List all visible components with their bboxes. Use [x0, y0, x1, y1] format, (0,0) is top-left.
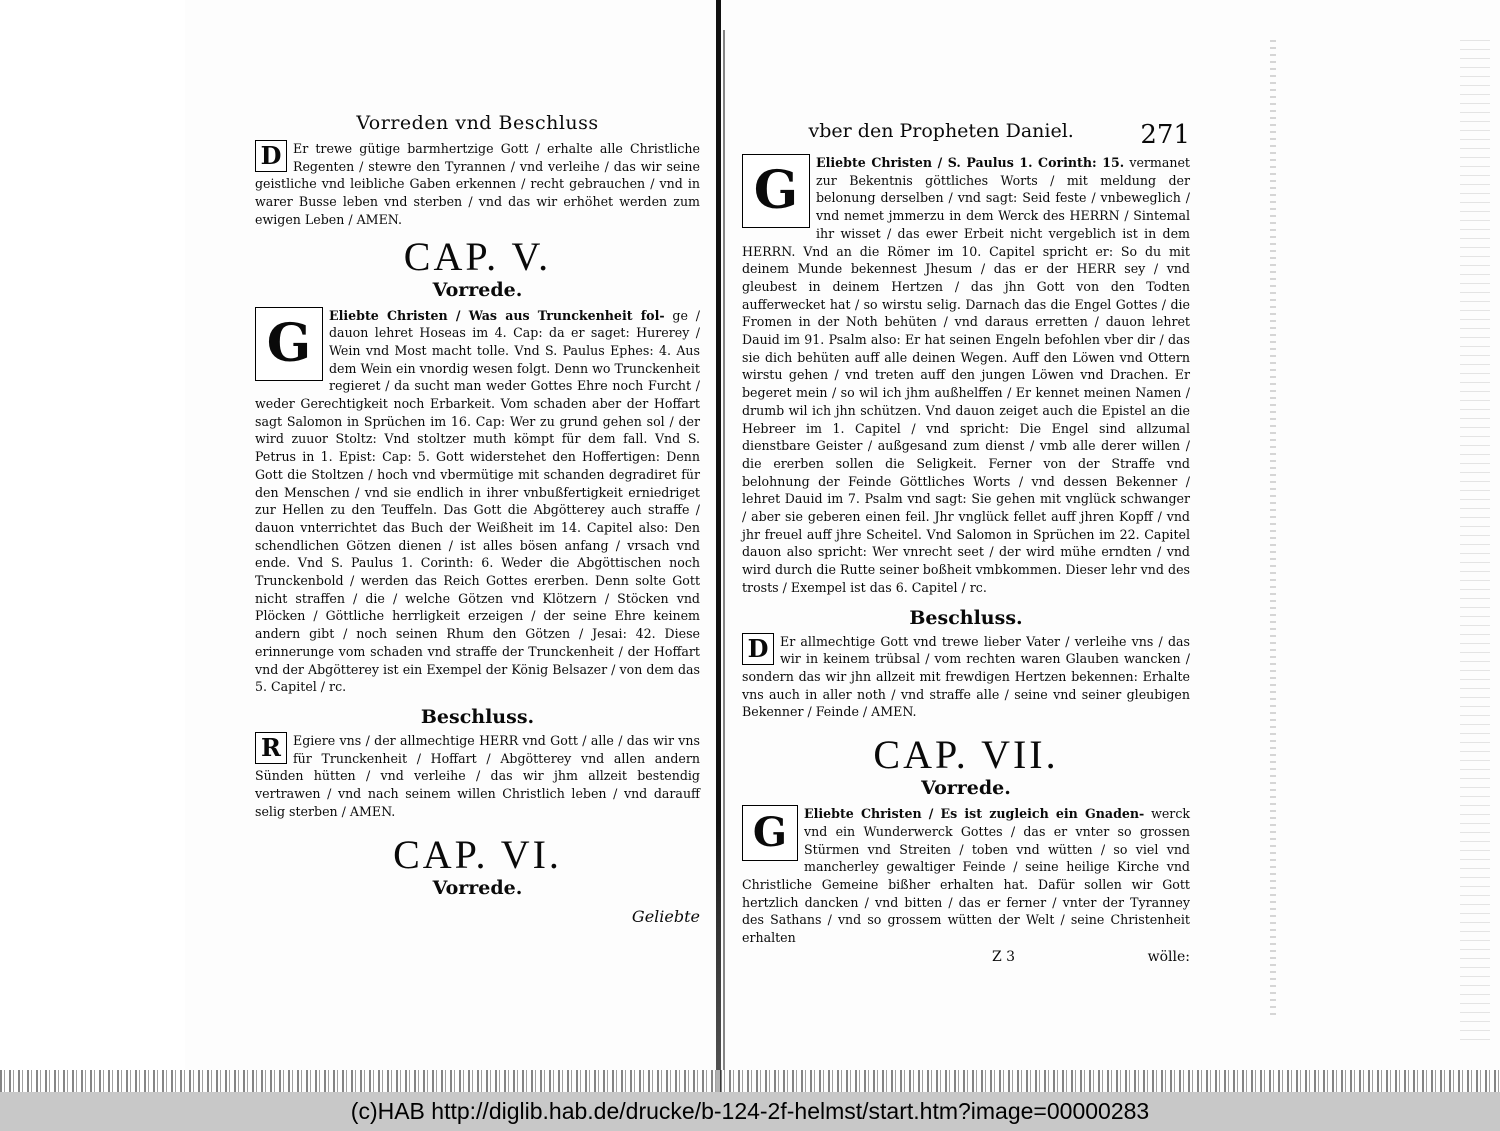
- cap7-paragraph: [742, 805, 1190, 947]
- beschluss-paragraph: [742, 633, 1190, 722]
- chapter-heading: CAP. VI.: [393, 831, 562, 877]
- section-heading: Vorrede.: [432, 876, 523, 899]
- decorated-initial: D: [742, 633, 774, 665]
- body-text: vermanet zur Bekentnis göttliches Worts / mit meldung der belonung derselben / vnd sagt: Seid feste / vnbeweglich / vnd nemet jmmerzu in dem Werck des HERRN / Sintemal ihr wisset / das ewer Erbeit nicht vergeblich ist in dem HERRN. Vnd an die Römer im 10. Capitel spricht er: So du mit deinem Munde bekennest Jhesum / das er der HERR sey / vnd gleubest in deinem Hertzen / das jhn Gott von den Todten aufferwecket hat / so wirstu selig. Darnach das die Engel Gottes / die Fromen in der Noth behüten / vnd daraus erretten / dauon lehret Dauid im 91. Psalm also: Er hat seinen Engeln befohlen vber dir / das sie dich behüten auff alle deinen Wegen. Auff den Löwen vnd Ottern wirstu gehen / vnd treten auff den jungen Löwen vnd Drachen. Er begeret mein / so wil ich jhm außhelffen / Er kennet meinen Namen / drumb wil ich jhn schützen. Vnd dauon zeiget auch die Epistel an die Hebreer im 1. Capitel / vnd spricht: Die Engel sind allzumal dienstbare Geister / außgesand zum dienst / vmb alle derer willen / die ererben sollen die Seligkeit. Ferner von der Straffe vnd belohnung der Feinde Göttliches Worts / vnd dessen Bekenner / lehret Dauid im 7. Psalm vnd sagt: Sie gehen mit vnglück schwanger / aber sie geberen einen feil. Jhr vnglück fellet auff jhren Kopff / vnd jhr freuel auff jhre Scheitel. Vnd Salomon in Sprüchen im 22. Capitel dauon also spricht: Wer vnrecht seet / der wird mühe erndten / vnd wird durch die Rutte seiner boßheit vmbkommen. Dieser lehr vnd des trosts / Exempel ist das 6. Capitel / rc.: [742, 155, 1190, 595]
- right-page-edge: [1270, 40, 1276, 1020]
- decorated-initial: R: [255, 732, 287, 764]
- copyright-footer: (c)HAB http://diglib.hab.de/drucke/b-124-2f-helmst/start.htm?image=00000283: [0, 1092, 1500, 1131]
- scan-noise-right: [1460, 40, 1490, 1040]
- beschluss-paragraph: [255, 732, 700, 821]
- right-page: [742, 120, 1190, 965]
- ornamental-initial: G: [255, 307, 323, 381]
- ornamental-initial: G: [742, 805, 798, 861]
- book-spine-gutter: [716, 0, 721, 1092]
- section-heading: Vorrede.: [921, 777, 1011, 800]
- running-head-right: vber den Propheten Daniel.: [808, 120, 1074, 142]
- body-text: werck vnd ein Wunderwerck Gottes / das er vnter so grossen Stürmen vnd Streiten / toben vnd wütten / so viel vnd mancherley gewaltiger Feinde / seine heilige Kirche vnd Christliche Gemeine bißher erhalten hat. Dafür sollen wir Gott hertzlich dancken / vnd bitten / das er ferner / vnter der Tyranney des Sathans / vnd so grossem wütten der Welt / seine Christenheit erhalten: [742, 806, 1190, 946]
- page-number: 271: [1140, 120, 1190, 150]
- gutter-shadow: [723, 30, 725, 1070]
- closing-text: Er trewe gütige barmhertzige Gott / erhalte alle Christliche Regenten / stewre den Tyrannen / vnd verleihe / das wir seine geistliche vnd leibliche Gaben erkennen / recht gebrauchen / vnd in warer Busse leben vnd sterben / vnd das wir erhöhet werden zum ewigen Leben / AMEN.: [255, 141, 700, 227]
- body-text: Er allmechtige Gott vnd trewe lieber Vater / verleihe vns / das wir in keinem trübsal / vom rechten waren Glauben wancken / sondern das wir jhn allzeit mit frewdigen Hertzen bekennen: Erhalte vns auch in aller noth / vnd straffe alle / seine vnd seiner gleubigen Bekenner / Feinde / AMEN.: [742, 633, 1190, 720]
- left-blank-margin: [0, 0, 185, 1092]
- lead-line: Eliebte Christen / Es ist zugleich ein Gnaden-: [804, 806, 1145, 822]
- cap6-paragraph: [742, 154, 1190, 597]
- body-text: ge / dauon lehret Hoseas im 4. Cap: da er saget: Hurerey / Wein vnd Most macht tolle. Vnd S. Paulus Ephes: 4. Aus dem Wein ein vnordig wesen folgt. Denn wo Trunckenheit regieret / da sucht man weder Gottes Ehre noch Furcht / weder Gerechtigkeit noch Erbarkeit. Vom schaden aber der Hoffart sagt Salomon in Sprüchen im 16. Cap: Wer zu grund gehen sol / der wird zuuor Stoltz: Vnd stoltzer muth kömpt für dem fall. Vnd S. Petrus in 1. Epist: Cap: 5. Gott widerstehet den Hoffertigen: Denn Gott die Stoltzen / hoch vnd vbermütige mit schanden degradiret für den Menschen / vnd sie endlich in ihrer vnbußfertigkeit erniedriget zur Hellen zu den Teuffeln. Das Gott die Abgötterey auch straffe / dauon vnterrichtet das Buch der Weißheit im 14. Capitel also: Den schendlichen Götzen dienen / ist alles bösen anfang / vrsach vnd ende. Vnd S. Paulus 1. Corinth: 6. Weder die Abgöttischen noch Trunckenbold / werden das Reich Gottes ererben. Denn solte Gott nicht straffen / die / welche Götzen vnd Klötzern / Stöcken vnd Plöcken / Göttliche herrligkeit erzeigen / der seine Ehre keinem andern gibt / noch seinen Rhum den Götzen / Jesai: 42. Diese erinnerunge vom schaden vnd straffe der Trunckenheit / der Hoffart vnd der Abgötterey ist ein Exempel der König Belsazer / von dem das 5. Capitel / rc.: [255, 307, 700, 695]
- section-heading: Vorrede.: [432, 278, 523, 301]
- running-head-right-row: [742, 120, 1190, 150]
- catchword: Geliebte: [631, 906, 700, 926]
- section-heading: Beschluss.: [909, 606, 1023, 629]
- cap5-paragraph: [255, 307, 700, 696]
- section-heading: Beschluss.: [420, 705, 535, 728]
- closing-paragraph: [255, 140, 700, 229]
- left-page: [255, 112, 700, 926]
- running-head-left: Vorreden vnd Beschluss: [356, 112, 599, 134]
- ornamental-initial: G: [742, 154, 810, 228]
- scan-noise-bottom: [0, 1070, 1500, 1092]
- signature-line: [742, 949, 1190, 965]
- chapter-heading: CAP. V.: [403, 233, 552, 279]
- lead-line: Eliebte Christen / Was aus Trunckenheit fol-: [329, 307, 665, 323]
- catchword: wölle:: [1147, 948, 1190, 965]
- lead-line: Eliebte Christen / S. Paulus 1. Corinth: 15.: [816, 155, 1125, 170]
- decorated-initial: D: [255, 140, 287, 172]
- chapter-heading: CAP. VII.: [873, 732, 1059, 778]
- body-text: Egiere vns / der allmechtige HERR vnd Gott / alle / das wir vns für Trunckenheit / Hoffart / Abgötterey vnd allen andern Sünden hütten / vnd verleihe / das wir jhm allzeit bestendig vertrawen / vnd nach seinem willen Christlich leben / vnd darauff selig sterben / AMEN.: [255, 732, 700, 819]
- signature-mark: Z 3: [992, 948, 1016, 965]
